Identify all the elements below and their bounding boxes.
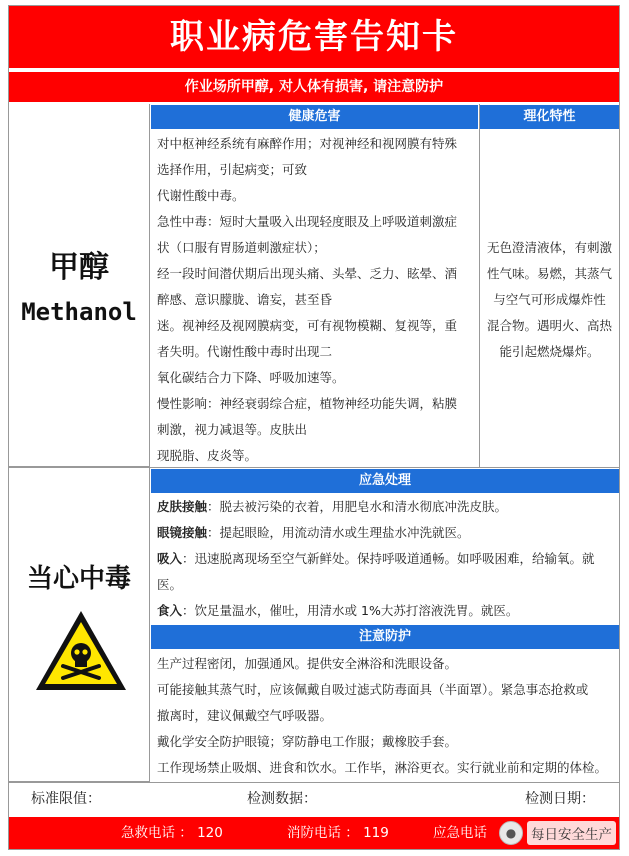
health-line: 经一段时间潜伏期后出现头痛、头晕、乏力、眩晕、酒 [157, 266, 458, 281]
substance-name-cn: 甲醇 [49, 250, 109, 285]
health-line: 氧化碳结合力下降、呼吸加速等。 [157, 370, 345, 385]
emergency-desc: ：迅速脱离现场至空气新鲜处。保持呼吸道通畅。如呼吸困难，给输氧。就 [182, 551, 595, 566]
physchem-heading: 理化特性 [480, 105, 619, 129]
protection-line: 戴化学安全防护眼镜；穿防静电工作服；戴橡胶手套。 [157, 734, 458, 749]
emergency-item [157, 520, 615, 546]
emergency-item [157, 494, 615, 520]
protection-text [157, 651, 617, 781]
hazard-card [8, 5, 620, 850]
emergency-phone: 应急电话 [433, 825, 487, 841]
emergency-label: 吸入 [157, 551, 183, 566]
card-title: 职业病危害告知卡 [9, 6, 619, 68]
card-subtitle: 作业场所甲醇, 对人体有损害, 请注意防护 [9, 72, 619, 102]
watermark-text: 每日安全生产 [527, 821, 616, 845]
health-line: 醉感、意识朦胧、谵妄，甚至昏 [157, 292, 333, 307]
warning-label: 当心中毒 [26, 564, 131, 594]
protection-heading: 注意防护 [151, 625, 619, 649]
watermark [499, 815, 616, 851]
standard-limit-label: 标准限值： [31, 791, 101, 807]
protection-line: 工作现场禁止吸烟、进食和饮水。工作毕，淋浴更衣。实行就业前和定期的体检。 [157, 760, 608, 775]
health-line: 者失明。代谢性酸中毒时出现二 [157, 344, 333, 359]
emergency-desc: ：提起眼睑，用流动清水或生理盐水冲洗就医。 [207, 525, 470, 540]
health-line: 对中枢神经系统有麻醉作用；对视神经和视网膜有特殊 [157, 136, 458, 151]
emergency-heading: 应急处理 [151, 469, 619, 493]
measurement-date-label: 检测日期： [525, 791, 595, 807]
emergency-item [157, 572, 615, 598]
health-line: 代谢性酸中毒。 [157, 188, 245, 203]
health-line: 迷。视神经及视网膜病变，可有视物模糊、复视等，重 [157, 318, 458, 333]
emergency-desc: 医。 [157, 577, 183, 592]
health-line: 选择作用，引起病变；可致 [157, 162, 308, 177]
emergency-label: 食入 [157, 603, 183, 618]
health-line: 状（口服有胃肠道刺激症状）； [157, 240, 326, 255]
protection-line: 生产过程密闭，加强通风。提供安全淋浴和洗眼设备。 [157, 656, 458, 671]
health-hazard-text [157, 131, 479, 469]
rescue-phone: 急救电话 ： 120 [121, 825, 223, 841]
protection-line: 撤离时，建议佩戴空气呼吸器。 [157, 708, 333, 723]
health-line: 慢性影响：神经衰弱综合症，植物神经功能失调，粘膜 [157, 396, 458, 411]
physchem-line: 与空气可形成爆炸性 [493, 292, 606, 307]
measurement-row [9, 783, 619, 815]
protection-line: 可能接触其蒸气时，应该佩戴自吸过滤式防毒面具（半面罩）。紧急事态抢救或 [157, 682, 589, 697]
substance-name-en: Methanol [21, 298, 137, 326]
physchem-line: 性气味。易燃，其蒸气 [486, 266, 612, 281]
emergency-item [157, 546, 615, 572]
emergency-desc: ：饮足量温水，催吐，用清水或 1%大苏打溶液洗胃。就医。 [182, 603, 519, 618]
physchem-line: 无色澄清液体，有刺激 [486, 240, 612, 255]
emergency-label: 皮肤接触 [157, 499, 208, 514]
health-hazard-heading: 健康危害 [151, 105, 478, 129]
physchem-text [481, 235, 618, 365]
emergency-label: 眼镜接触 [157, 525, 208, 540]
physchem-line: 混合物。遇明火、高热 [486, 318, 612, 333]
health-line: 急性中毒：短时大量吸入出现轻度眼及上呼吸道刺激症 [157, 214, 458, 229]
emergency-item [157, 598, 615, 624]
emergency-desc: ：脱去被污染的衣着，用肥皂水和清水彻底冲洗皮肤。 [207, 499, 508, 514]
divider [479, 104, 480, 467]
physchem-line: 能引起燃烧爆炸。 [499, 344, 600, 359]
health-line: 刺激，视力减退等。皮肤出 [157, 422, 308, 437]
emergency-text [157, 494, 615, 624]
fire-phone: 消防电话 ： 119 [287, 825, 389, 841]
wechat-icon: ● [499, 821, 523, 845]
measured-data-label: 检测数据： [247, 791, 317, 807]
health-line: 现脱脂、皮炎等。 [157, 448, 258, 463]
warning-cell [9, 468, 150, 782]
substance-cell [9, 104, 150, 467]
toxic-warning-icon [33, 608, 129, 694]
